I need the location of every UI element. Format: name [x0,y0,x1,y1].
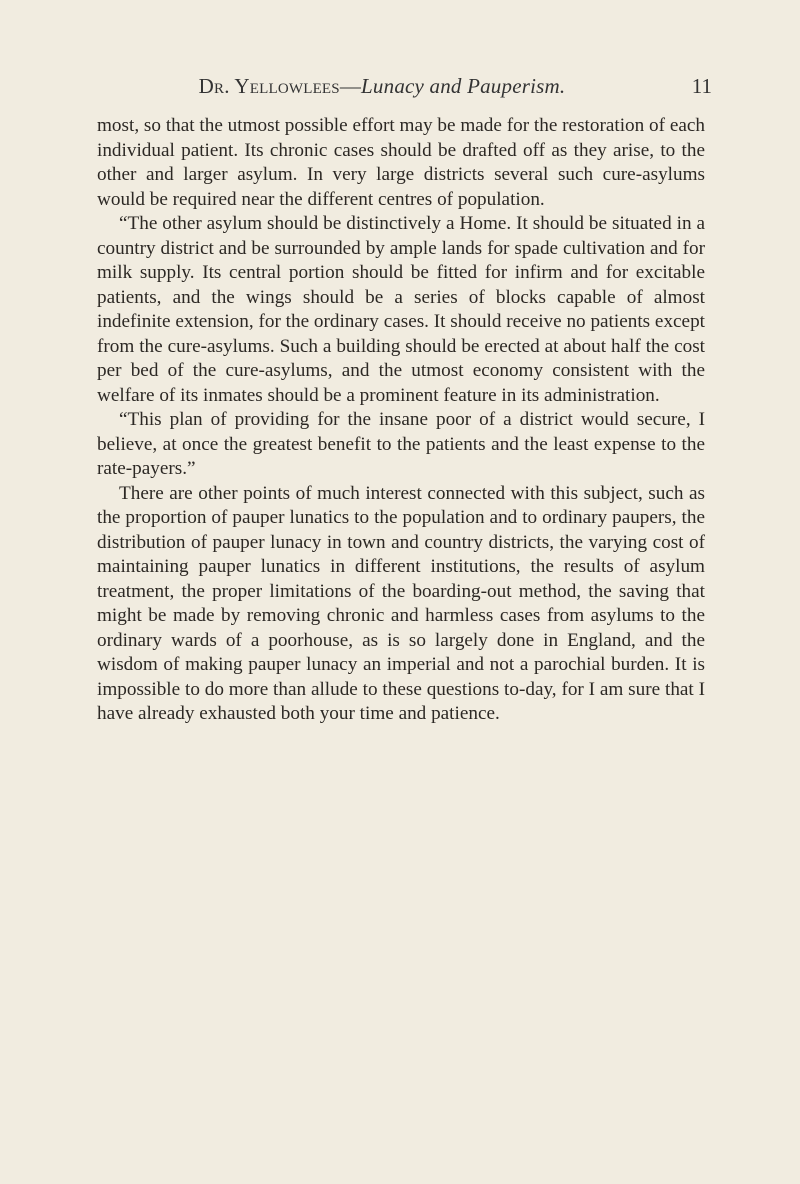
running-head [92,74,712,104]
running-head-work-title: Lunacy and Pauperism. [361,74,566,98]
running-head-title [92,74,672,99]
paragraph-2: “The other asylum should be distinctively a Home. It should be situated in a country district and be surrounded by ample lands for spade cultivation and for milk supply. Its central portion should be fitted for infirm and for excitable patients, and the wings should be a series of blocks capable of almost indefinite extension, for the ordinary cases. It should receive no patients except from the cure-asylums. Such a building should be erected at about half the cost per bed of the cure-asylums, and the utmost economy consistent with the welfare of its inmates should be a prominent feature in its administration. [97,213,705,406]
page-number: 11 [691,74,712,98]
running-head-separator: — [339,74,362,98]
body-text [97,114,705,727]
paragraph-1: most, so that the utmost possible effort may be made for the restoration of each individual patient. Its chronic cases should be drafted off as they arise, to the other and larger asylum. In very large districts several such cure-asylums would be required near the different centres of population. [97,115,705,210]
paragraph-3: “This plan of providing for the insane poor of a district would secure, I believe, at once the greatest benefit to the patients and the least expense to the rate-payers.” [97,409,705,479]
paragraph-4: There are other points of much interest connected with this subject, such as the proportion of pauper lunatics to the population and to ordinary paupers, the distribution of pauper lunacy in town and country districts, the varying cost of maintaining pauper lunatics in different institutions, the results of asylum treatment, the proper limitations of the boarding-out method, the saving that might be made by removing chronic and harmless cases from asylums to the ordinary wards of a poorhouse, as is so largely done in England, and the wisdom of making pauper lunacy an imperial and not a parochial burden. It is impossible to do more than allude to these questions to-day, for I am sure that I have already exhausted both your time and patience. [97,482,705,724]
running-head-author: Dr. Yellowlees [198,74,340,98]
